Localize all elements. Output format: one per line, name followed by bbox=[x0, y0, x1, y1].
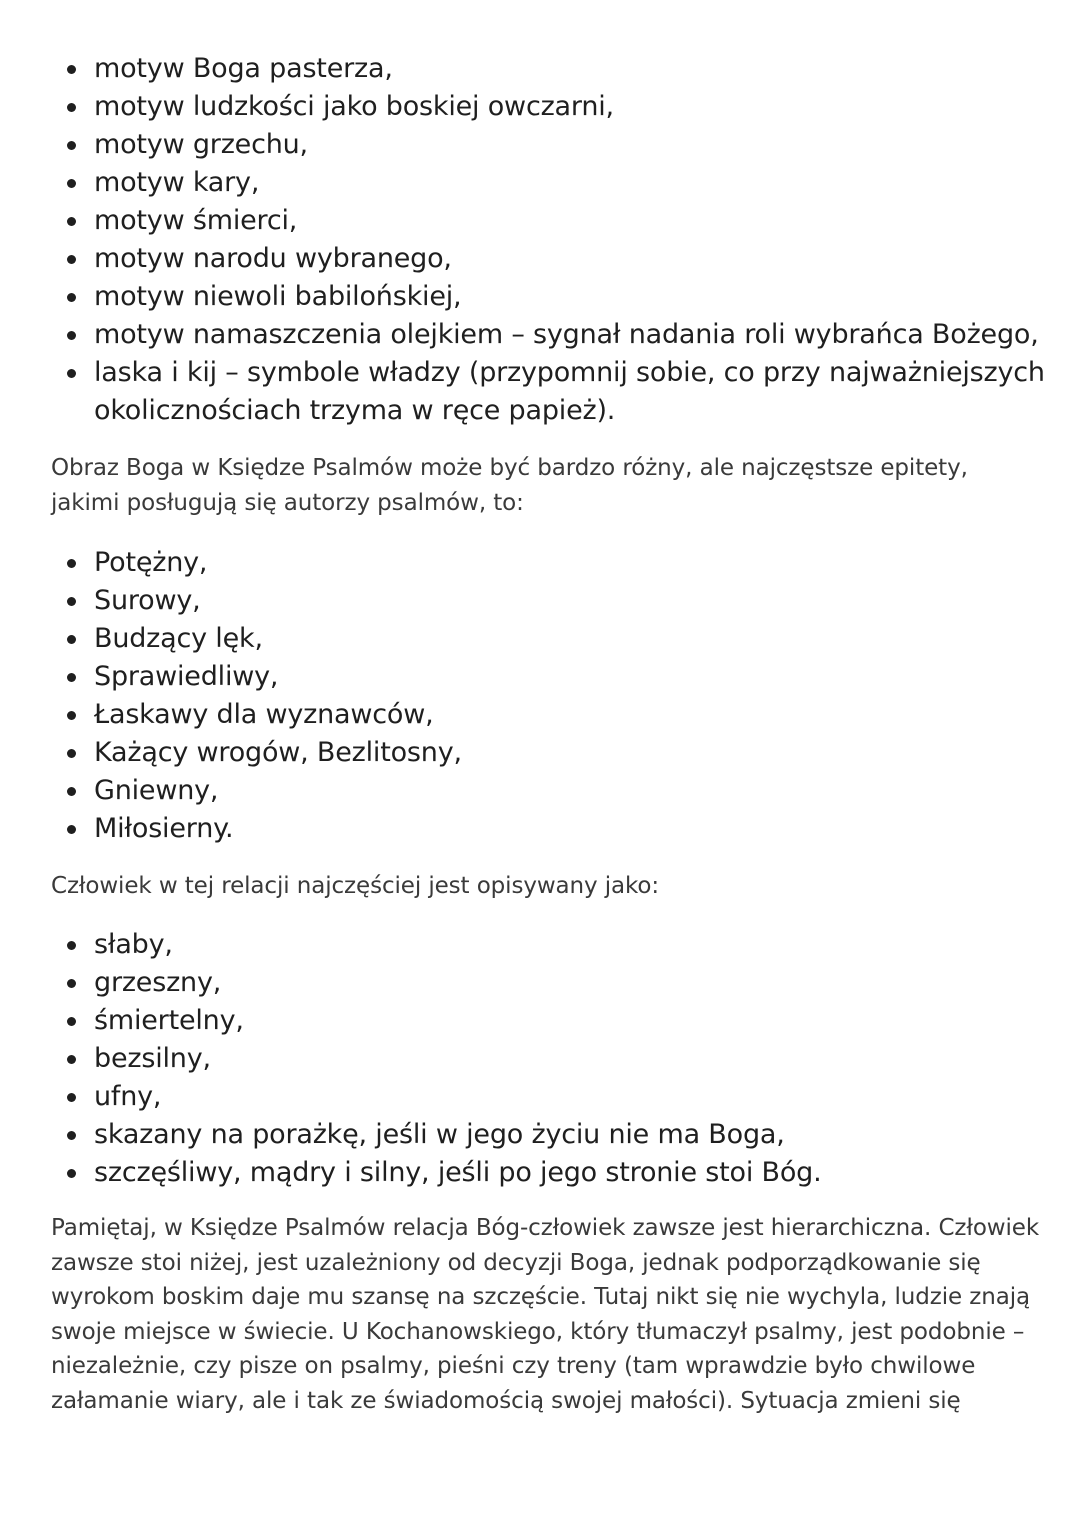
bullet-icon bbox=[67, 369, 76, 378]
list-item-text: skazany na porażkę, jeśli w jego życiu nie ma Boga, bbox=[94, 1119, 785, 1150]
list-item-text: Gniewny, bbox=[94, 775, 219, 806]
bullet-icon bbox=[67, 979, 76, 988]
list-item-text: motyw namaszczenia olejkiem – sygnał nadania roli wybrańca Bożego, bbox=[94, 319, 1039, 350]
hierarchy-paragraph: Pamiętaj, w Księdze Psalmów relacja Bóg-człowiek zawsze jest hierarchiczna. Człowiek zawsze stoi niżej, jest uzależniony od decyzji Boga, jednak podporządkowanie się wyrokom boskim daje mu szansę na szczęście. Tutaj nikt się nie wychyla, ludzie znają swoje miejsce w świecie. U Kochanowskiego, który tłumaczył psalmy, jest podobnie – niezależnie, czy pisze on psalmy, pieśni czy treny (tam wprawdzie było chwilowe załamanie wiary, ale i tak ze świadomością swojej małości). Sytuacja zmieni się bbox=[51, 1215, 1040, 1414]
list-item-text: szczęśliwy, mądry i silny, jeśli po jego stronie stoi Bóg. bbox=[94, 1157, 822, 1188]
list-item bbox=[63, 1116, 1053, 1154]
list-item-text: Każący wrogów, Bezlitosny, bbox=[94, 737, 462, 768]
list-item-text: słaby, bbox=[94, 929, 173, 960]
list-item-text: laska i kij – symbole władzy (przypomnij sobie, co przy najważniejszych okolicznościach trzyma w ręce papież). bbox=[94, 357, 1045, 426]
list-item-text: Łaskawy dla wyznawców, bbox=[94, 699, 434, 730]
bullet-icon bbox=[67, 825, 76, 834]
list-item bbox=[63, 278, 1053, 316]
bullet-icon bbox=[67, 179, 76, 188]
list-item-text: motyw grzechu, bbox=[94, 129, 308, 160]
bullet-icon bbox=[67, 711, 76, 720]
bullet-icon bbox=[67, 1169, 76, 1178]
bullet-icon bbox=[67, 559, 76, 568]
bullet-icon bbox=[67, 1131, 76, 1140]
list-item bbox=[63, 50, 1053, 88]
bullet-icon bbox=[67, 1055, 76, 1064]
list-item-text: motyw narodu wybranego, bbox=[94, 243, 452, 274]
list-item-text: Potężny, bbox=[94, 547, 208, 578]
list-item bbox=[63, 164, 1053, 202]
bullet-icon bbox=[67, 941, 76, 950]
list-item bbox=[63, 126, 1053, 164]
list-item bbox=[63, 582, 1053, 620]
list-item-text: motyw śmierci, bbox=[94, 205, 298, 236]
list-item bbox=[63, 658, 1053, 696]
bullet-icon bbox=[67, 293, 76, 302]
list-item-text: motyw niewoli babilońskiej, bbox=[94, 281, 462, 312]
bullet-icon bbox=[67, 673, 76, 682]
list-item bbox=[63, 202, 1053, 240]
human-description-paragraph: Człowiek w tej relacji najczęściej jest opisywany jako: bbox=[51, 873, 660, 899]
list-item bbox=[63, 1040, 1053, 1078]
bullet-icon bbox=[67, 217, 76, 226]
human-traits-list bbox=[63, 926, 1053, 1192]
list-item bbox=[63, 620, 1053, 658]
list-item bbox=[63, 772, 1053, 810]
motifs-list bbox=[63, 50, 1053, 430]
list-item bbox=[63, 544, 1053, 582]
list-item bbox=[63, 240, 1053, 278]
bullet-icon bbox=[67, 597, 76, 606]
list-item-text: śmiertelny, bbox=[94, 1005, 244, 1036]
list-item-text: motyw kary, bbox=[94, 167, 260, 198]
bullet-icon bbox=[67, 141, 76, 150]
list-item-text: Surowy, bbox=[94, 585, 201, 616]
list-item-text: Miłosierny. bbox=[94, 813, 234, 844]
god-image-paragraph: Obraz Boga w Księdze Psalmów może być bardzo różny, ale najczęstsze epitety, jakimi posługują się autorzy psalmów, to: bbox=[51, 455, 968, 516]
list-item bbox=[63, 810, 1053, 848]
list-item-text: ufny, bbox=[94, 1081, 162, 1112]
list-item bbox=[63, 1002, 1053, 1040]
bullet-icon bbox=[67, 255, 76, 264]
list-item-text: bezsilny, bbox=[94, 1043, 211, 1074]
list-item bbox=[63, 1154, 1053, 1192]
list-item bbox=[63, 964, 1053, 1002]
list-item-text: grzeszny, bbox=[94, 967, 222, 998]
bullet-icon bbox=[67, 787, 76, 796]
list-item-text: Budzący lęk, bbox=[94, 623, 263, 654]
list-item-text: motyw ludzkości jako boskiej owczarni, bbox=[94, 91, 614, 122]
bullet-icon bbox=[67, 65, 76, 74]
bullet-icon bbox=[67, 331, 76, 340]
list-item bbox=[63, 88, 1053, 126]
list-item bbox=[63, 926, 1053, 964]
bullet-icon bbox=[67, 103, 76, 112]
list-item bbox=[63, 696, 1053, 734]
list-item bbox=[63, 1078, 1053, 1116]
bullet-icon bbox=[67, 1017, 76, 1026]
list-item bbox=[63, 734, 1053, 772]
list-item bbox=[63, 354, 1053, 430]
bullet-icon bbox=[67, 1093, 76, 1102]
bullet-icon bbox=[67, 749, 76, 758]
bullet-icon bbox=[67, 635, 76, 644]
list-item bbox=[63, 316, 1053, 354]
list-item-text: Sprawiedliwy, bbox=[94, 661, 279, 692]
list-item-text: motyw Boga pasterza, bbox=[94, 53, 393, 84]
epithets-list bbox=[63, 544, 1053, 848]
